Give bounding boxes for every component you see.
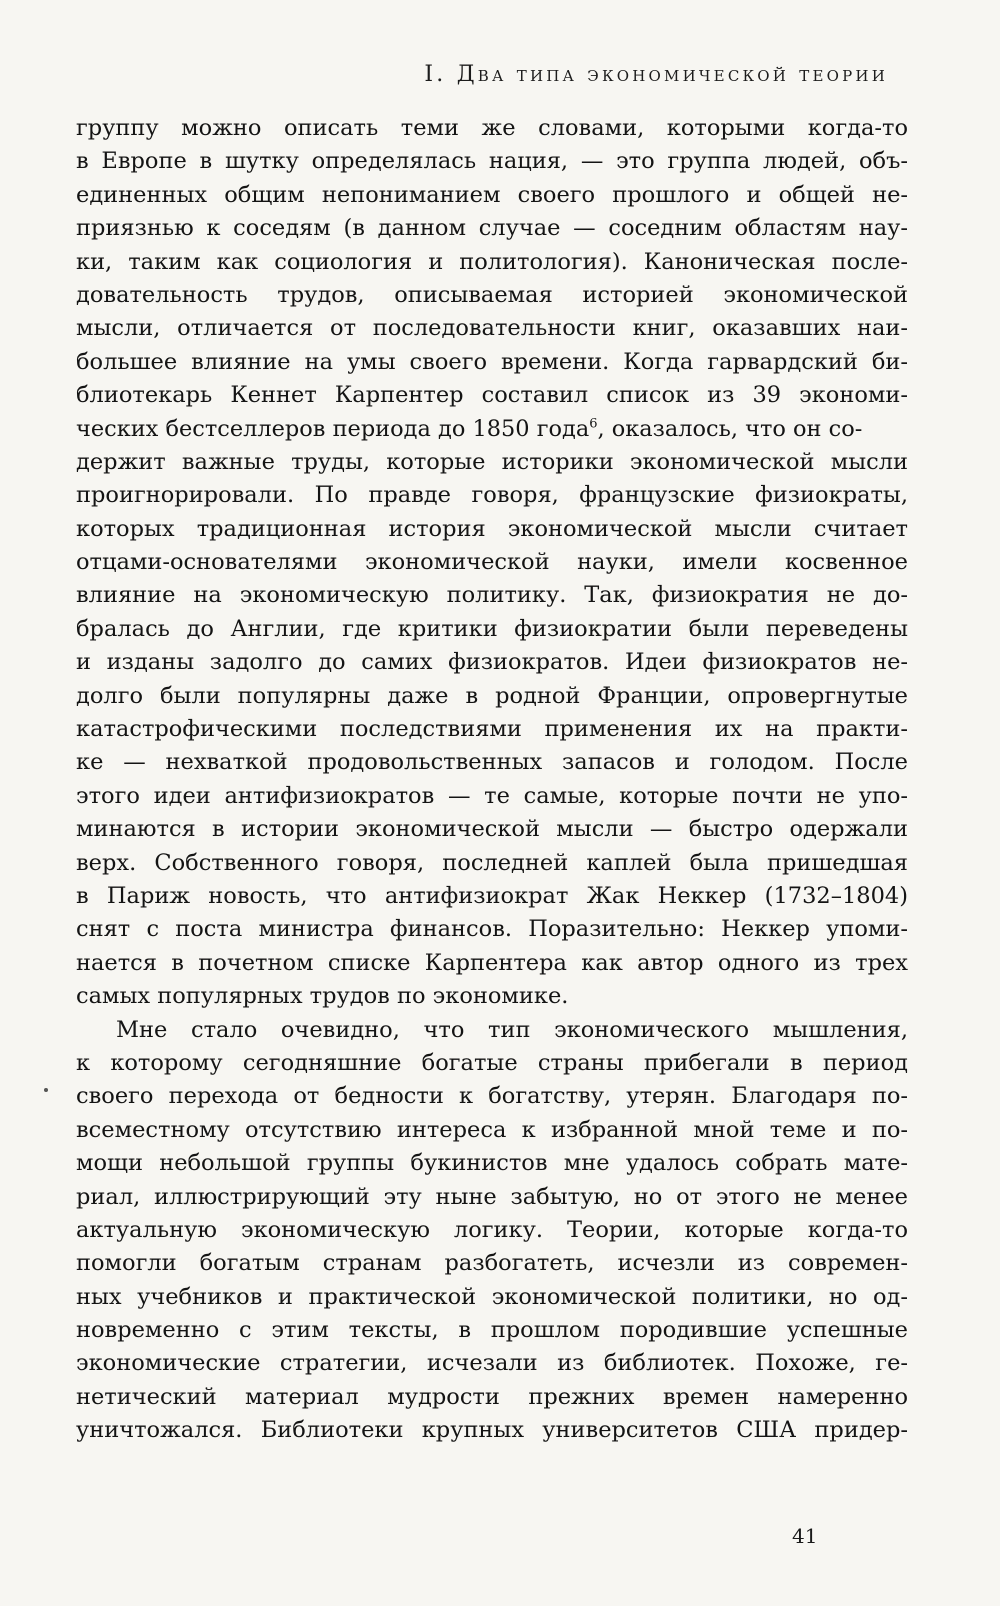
text-line: помогли богатым странам разбогатеть, исчезли из современ-: [76, 1250, 908, 1277]
text-line: риал, иллюстрирующий эту ныне забытую, но от этого не менее: [76, 1183, 908, 1210]
text-line: и изданы задолго до самих физиократов. Идеи физиократов не-: [76, 649, 908, 676]
running-head: I. Два типа экономической теории: [424, 62, 888, 87]
body-text: [76, 112, 908, 1448]
text-line: влияние на экономическую политику. Так, физиократия не до-: [76, 582, 908, 609]
text-line: экономические стратегии, исчезали из библиотек. Похоже, ге-: [76, 1350, 908, 1377]
text-line: уничтожался. Библиотеки крупных университетов США придер-: [76, 1417, 908, 1444]
text-line: нается в почетном списке Карпентера как автор одного из трех: [76, 949, 908, 976]
text-line: снят с поста министра финансов. Поразительно: Неккер упоми-: [76, 916, 908, 943]
text-line: в Европе в шутку определялась нация, — это группа людей, объ-: [76, 148, 908, 175]
text-line: ке — нехваткой продовольственных запасов и голодом. После: [76, 749, 908, 776]
text-line: мощи небольшой группы букинистов мне удалось собрать мате-: [76, 1150, 908, 1177]
text-line: которых традиционная история экономической мысли считает: [76, 515, 908, 542]
text-line: группу можно описать теми же словами, которыми когда-то: [76, 115, 908, 141]
text-line: верх. Собственного говоря, последней каплей была пришедшая: [76, 849, 908, 876]
text-line: держит важные труды, которые историки экономической мысли: [76, 448, 908, 475]
text-line: актуальную экономическую логику. Теории, которые когда-то: [76, 1216, 908, 1243]
text-line: мысли, отличается от последовательности книг, оказавших наи-: [76, 315, 908, 342]
text-line: к которому сегодняшние богатые страны прибегали в период: [76, 1049, 908, 1076]
text-line: новременно с этим тексты, в прошлом породившие успешные: [76, 1317, 908, 1344]
paragraph-1: [76, 112, 908, 1014]
text-line: этого идеи антифизиократов — те самые, которые почти не упо-: [76, 782, 908, 809]
text-line: долго были популярны даже в родной Франции, опровергнутые: [76, 682, 908, 709]
text-line: отцами-основателями экономической науки, имели косвенное: [76, 549, 908, 576]
text-line: минаются в истории экономической мысли — быстро одержали: [76, 816, 908, 843]
text-line: самых популярных трудов по экономике.: [76, 983, 569, 1010]
paragraph-2: [76, 1014, 908, 1448]
text-line: бралась до Англии, где критики физиократии были переведены: [76, 615, 908, 642]
text-line: приязнью к соседям (в данном случае — соседним областям нау-: [76, 215, 908, 242]
text-line: довательность трудов, описываемая историей экономической: [76, 281, 908, 308]
text-line-head: ческих бестселлеров периода до 1850 года: [76, 415, 590, 442]
text-line: нетический материал мудрости прежних времен намеренно: [76, 1383, 908, 1410]
text-line: ных учебников и практической экономической политики, но од-: [76, 1283, 908, 1310]
text-line-tail: , оказалось, что он со-: [597, 415, 863, 442]
margin-dot: [44, 1088, 48, 1092]
page-number: 41: [792, 1524, 818, 1548]
text-line-with-footnote: [76, 413, 906, 446]
text-line: Мне стало очевидно, что тип экономического мышления,: [116, 1016, 908, 1043]
text-line: катастрофическими последствиями применения их на практи-: [76, 716, 908, 743]
text-line: в Париж новость, что антифизиократ Жак Неккер (1732–1804): [76, 882, 908, 909]
text-line: ки, таким как социология и политология). Каноническая после-: [76, 248, 908, 275]
text-line: всеместному отсутствию интереса к избранной мной теме и по-: [76, 1116, 908, 1143]
text-line: единенных общим непониманием своего прошлого и общей не-: [76, 181, 908, 208]
text-line: блиотекарь Кеннет Карпентер составил список из 39 экономи-: [76, 382, 908, 409]
text-line: своего перехода от бедности к богатству, утерян. Благодаря по-: [76, 1083, 908, 1110]
text-line: большее влияние на умы своего времени. Когда гарвардский би-: [76, 348, 908, 375]
text-line: проигнорировали. По правде говоря, французские физиократы,: [76, 482, 908, 509]
footnote-mark[interactable]: 6: [589, 416, 598, 432]
